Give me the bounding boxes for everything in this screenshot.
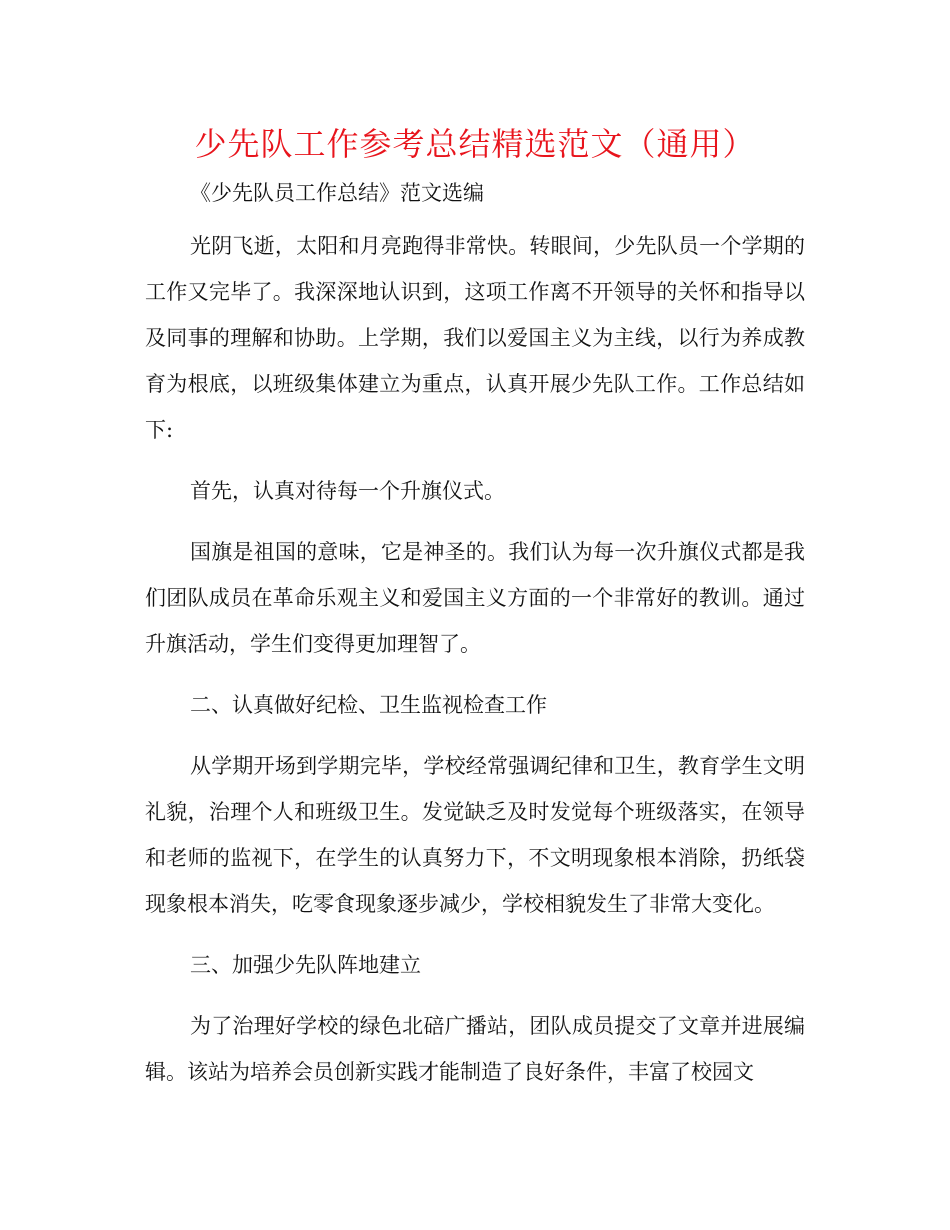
section-heading-1: 首先，认真对待每一个升旗仪式。 [190, 479, 505, 503]
document-title: 少先队工作参考总结精选范文（通用） [194, 125, 756, 163]
section-heading-3: 三、加强少先队阵地建立 [190, 953, 421, 977]
paragraph-discipline-hygiene: 从学期开场到学期完毕，学校经常强调纪律和卫生，教育学生文明礼貌，治理个人和班级卫生。发觉缺乏及时发觉每个班级落实，在领导和老师的监视下，在学生的认真努力下，不文明现象根本消除，扔纸袋现象根本消失，吃零食现象逐步减少，学校相貌发生了非常大变化。 [145, 754, 805, 916]
section-heading-2: 二、认真做好纪检、卫生监视检查工作 [190, 693, 547, 717]
paragraph-flag-ceremony: 国旗是祖国的意味，它是神圣的。我们认为每一次升旗仪式都是我们团队成员在革命乐观主义和爱国主义方面的一个非常好的教训。通过升旗活动，学生们变得更加理智了。 [145, 540, 805, 656]
document-body [145, 223, 805, 1110]
paragraph-intro: 光阴飞逝，太阳和月亮跑得非常快。转眼间，少先队员一个学期的工作又完毕了。我深深地认识到，这项工作离不开领导的关怀和指导以及同事的理解和协助。上学期，我们以爱国主义为主线，以行为养成教育为根底，以班级集体建立为重点，认真开展少先队工作。工作总结如下: [145, 234, 805, 442]
document-subtitle: 《少先队员工作总结》范文选编 [190, 181, 484, 205]
paragraph-broadcast-station: 为了治理好学校的绿色北碚广播站，团队成员提交了文章并进展编辑。该站为培养会员创新实践才能制造了良好条件，丰富了校园文 [145, 1014, 805, 1084]
